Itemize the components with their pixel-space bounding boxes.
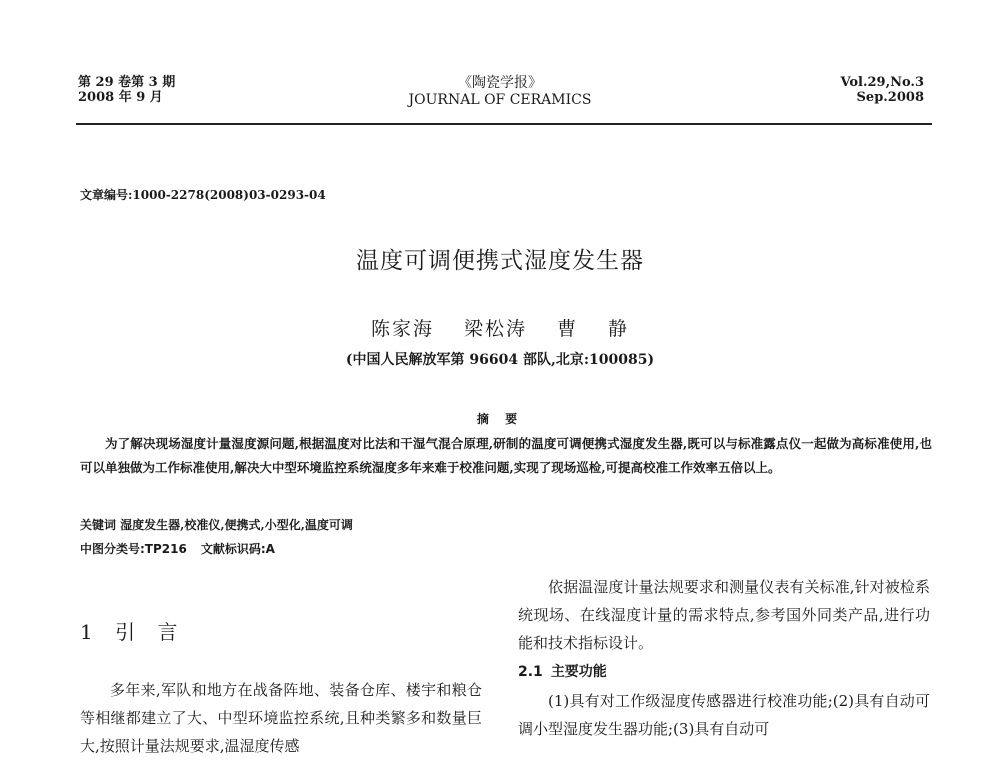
section-2-1-title: 主要功能 (550, 664, 607, 680)
section-1-text: 多年来,军队和地方在战备阵地、装备仓库、楼宇和粮仓等相继都建立了大、中型环境监控系统,且种类繁多和数量巨大,按照计量法规要求,温湿度传感 (80, 681, 482, 755)
section-1-heading: 1 引 言 (80, 620, 186, 644)
classification (80, 540, 289, 557)
journal-name-cn: 《陶瓷学报》 (458, 75, 542, 91)
affiliation: (中国人民解放军第 96604 部队,北京:100085) (345, 352, 655, 368)
section-2-1-number: 2.1 (518, 664, 543, 680)
right-para-1: 依据温湿度计量法规要求和测量仪表有关标准,针对被检系统现场、在线湿度计量的需求特点,参考国外同类产品,进行功能和技术指标设计。 (518, 578, 930, 652)
right-column (518, 573, 930, 743)
issue-volume: 第 29 卷第 3 期 (78, 75, 176, 90)
journal-name-en: JOURNAL OF CERAMICS (408, 92, 592, 108)
paper-title: 温度可调便携式湿度发生器 (356, 248, 644, 274)
doc-code: 文献标识码:A (200, 542, 275, 556)
section-2-1-heading (518, 657, 930, 687)
abstract-heading: 摘 要 (476, 412, 524, 426)
authors: 陈家海 梁松涛 曹 静 (370, 318, 630, 340)
right-para-2: (1)具有对工作级湿度传感器进行校准功能;(2)具有自动可调小型湿度发生器功能;(3)具有自动可 (518, 692, 930, 738)
journal-volume (840, 75, 924, 105)
journal-issue (78, 75, 175, 105)
article-number: 文章编号:1000-2278(2008)03-0293-04 (80, 188, 326, 202)
keywords: 关键词 湿度发生器,校准仪,便携式,小型化,温度可调 (80, 518, 353, 532)
abstract-text: 为了解决现场湿度计量湿度源问题,根据温度对比法和干湿气混合原理,研制的温度可调便携式湿度发生器,既可以与标准露点仪一起做为高标准使用,也可以单独做为工作标准使用,解决大中型环境监控系统湿度多年来难于校准问题,实现了现场巡检,可提高校准工作效率五倍以上。 (80, 436, 932, 475)
issue-date: 2008 年 9 月 (78, 90, 163, 105)
volume-number: Vol.29,No.3 (840, 75, 924, 90)
clc-number: 中图分类号:TP216 (80, 542, 187, 556)
header-rule (76, 123, 932, 125)
journal-name (380, 75, 620, 109)
volume-date: Sep.2008 (856, 90, 924, 105)
